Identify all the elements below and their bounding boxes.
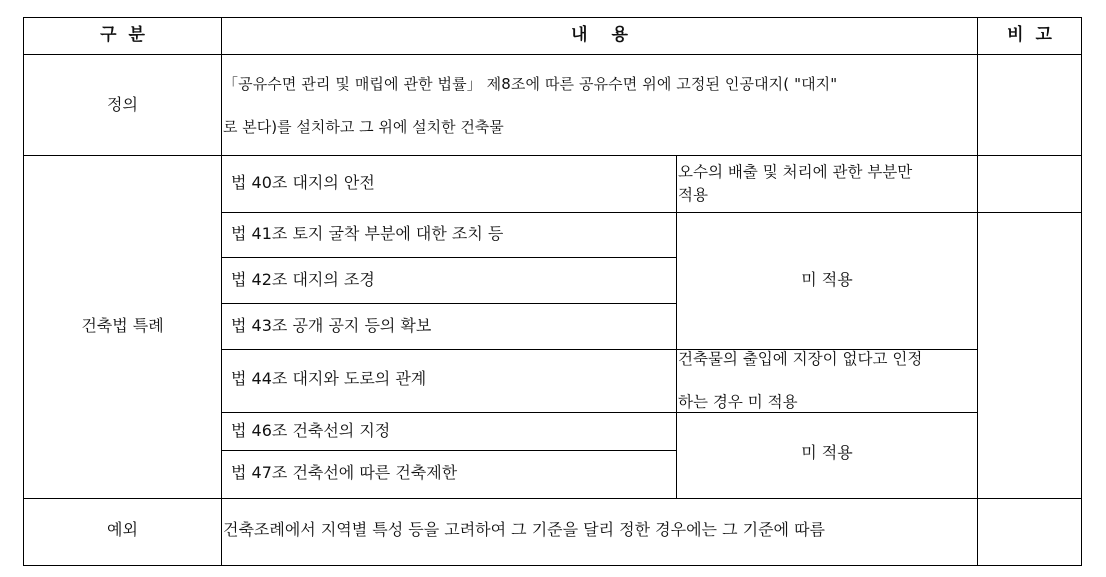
article-44: 법 44조 대지와 도로의 관계 bbox=[231, 369, 427, 388]
definition-label: 정의 bbox=[107, 95, 138, 114]
article-42: 법 42조 대지의 조경 bbox=[231, 270, 375, 289]
header-note: 비 고 bbox=[1007, 25, 1052, 45]
exception-text: 건축조례에서 지역별 특성 등을 고려하여 그 기준을 달리 정한 경우에는 그 기준에 따름 bbox=[223, 520, 825, 539]
article-46: 법 46조 건축선의 지정 bbox=[231, 421, 391, 440]
rule-art44-bottom bbox=[221, 412, 977, 413]
rule-art46-bottom bbox=[221, 450, 676, 451]
article-47: 법 47조 건축선에 따른 건축제한 bbox=[231, 463, 458, 482]
note-art40-line1: 오수의 배출 및 처리에 관한 부분만 bbox=[678, 163, 913, 181]
note-art46-47: 미 적용 bbox=[801, 443, 853, 462]
note-art44-line2: 하는 경우 미 적용 bbox=[678, 393, 798, 411]
definition-text-line1: 「공유수면 관리 및 매립에 관한 법률」 제8조에 따른 공유수면 위에 고정된 인공대지( "대지" bbox=[223, 75, 838, 93]
note-art41-43: 미 적용 bbox=[801, 270, 853, 289]
rule-right bbox=[1081, 17, 1082, 566]
header-category: 구 분 bbox=[100, 25, 145, 45]
special-label: 건축법 특례 bbox=[81, 316, 164, 335]
rule-special-bottom bbox=[23, 498, 1082, 499]
rule-bottom bbox=[23, 565, 1082, 566]
header-content: 내 용 bbox=[571, 25, 628, 45]
article-43: 법 43조 공개 공지 등의 확보 bbox=[231, 316, 432, 335]
exception-label: 예외 bbox=[107, 520, 138, 539]
rule-header-bottom bbox=[23, 54, 1082, 55]
rule-art41-bottom bbox=[221, 257, 676, 258]
rule-art42-bottom bbox=[221, 303, 676, 304]
rule-content-right bbox=[977, 17, 978, 566]
article-41: 법 41조 토지 굴착 부분에 대한 조치 등 bbox=[231, 224, 504, 243]
note-art44-line1: 건축물의 출입에 지장이 없다고 인정 bbox=[678, 350, 923, 368]
article-40: 법 40조 대지의 안전 bbox=[231, 173, 375, 192]
rule-category-right bbox=[221, 17, 222, 566]
rule-art40-bottom bbox=[221, 212, 1082, 213]
rule-top bbox=[23, 17, 1082, 18]
note-art40-line2: 적용 bbox=[678, 186, 708, 204]
definition-text-line2: 로 본다)를 설치하고 그 위에 설치한 건축물 bbox=[223, 118, 504, 136]
rule-definition-bottom bbox=[23, 155, 1082, 156]
